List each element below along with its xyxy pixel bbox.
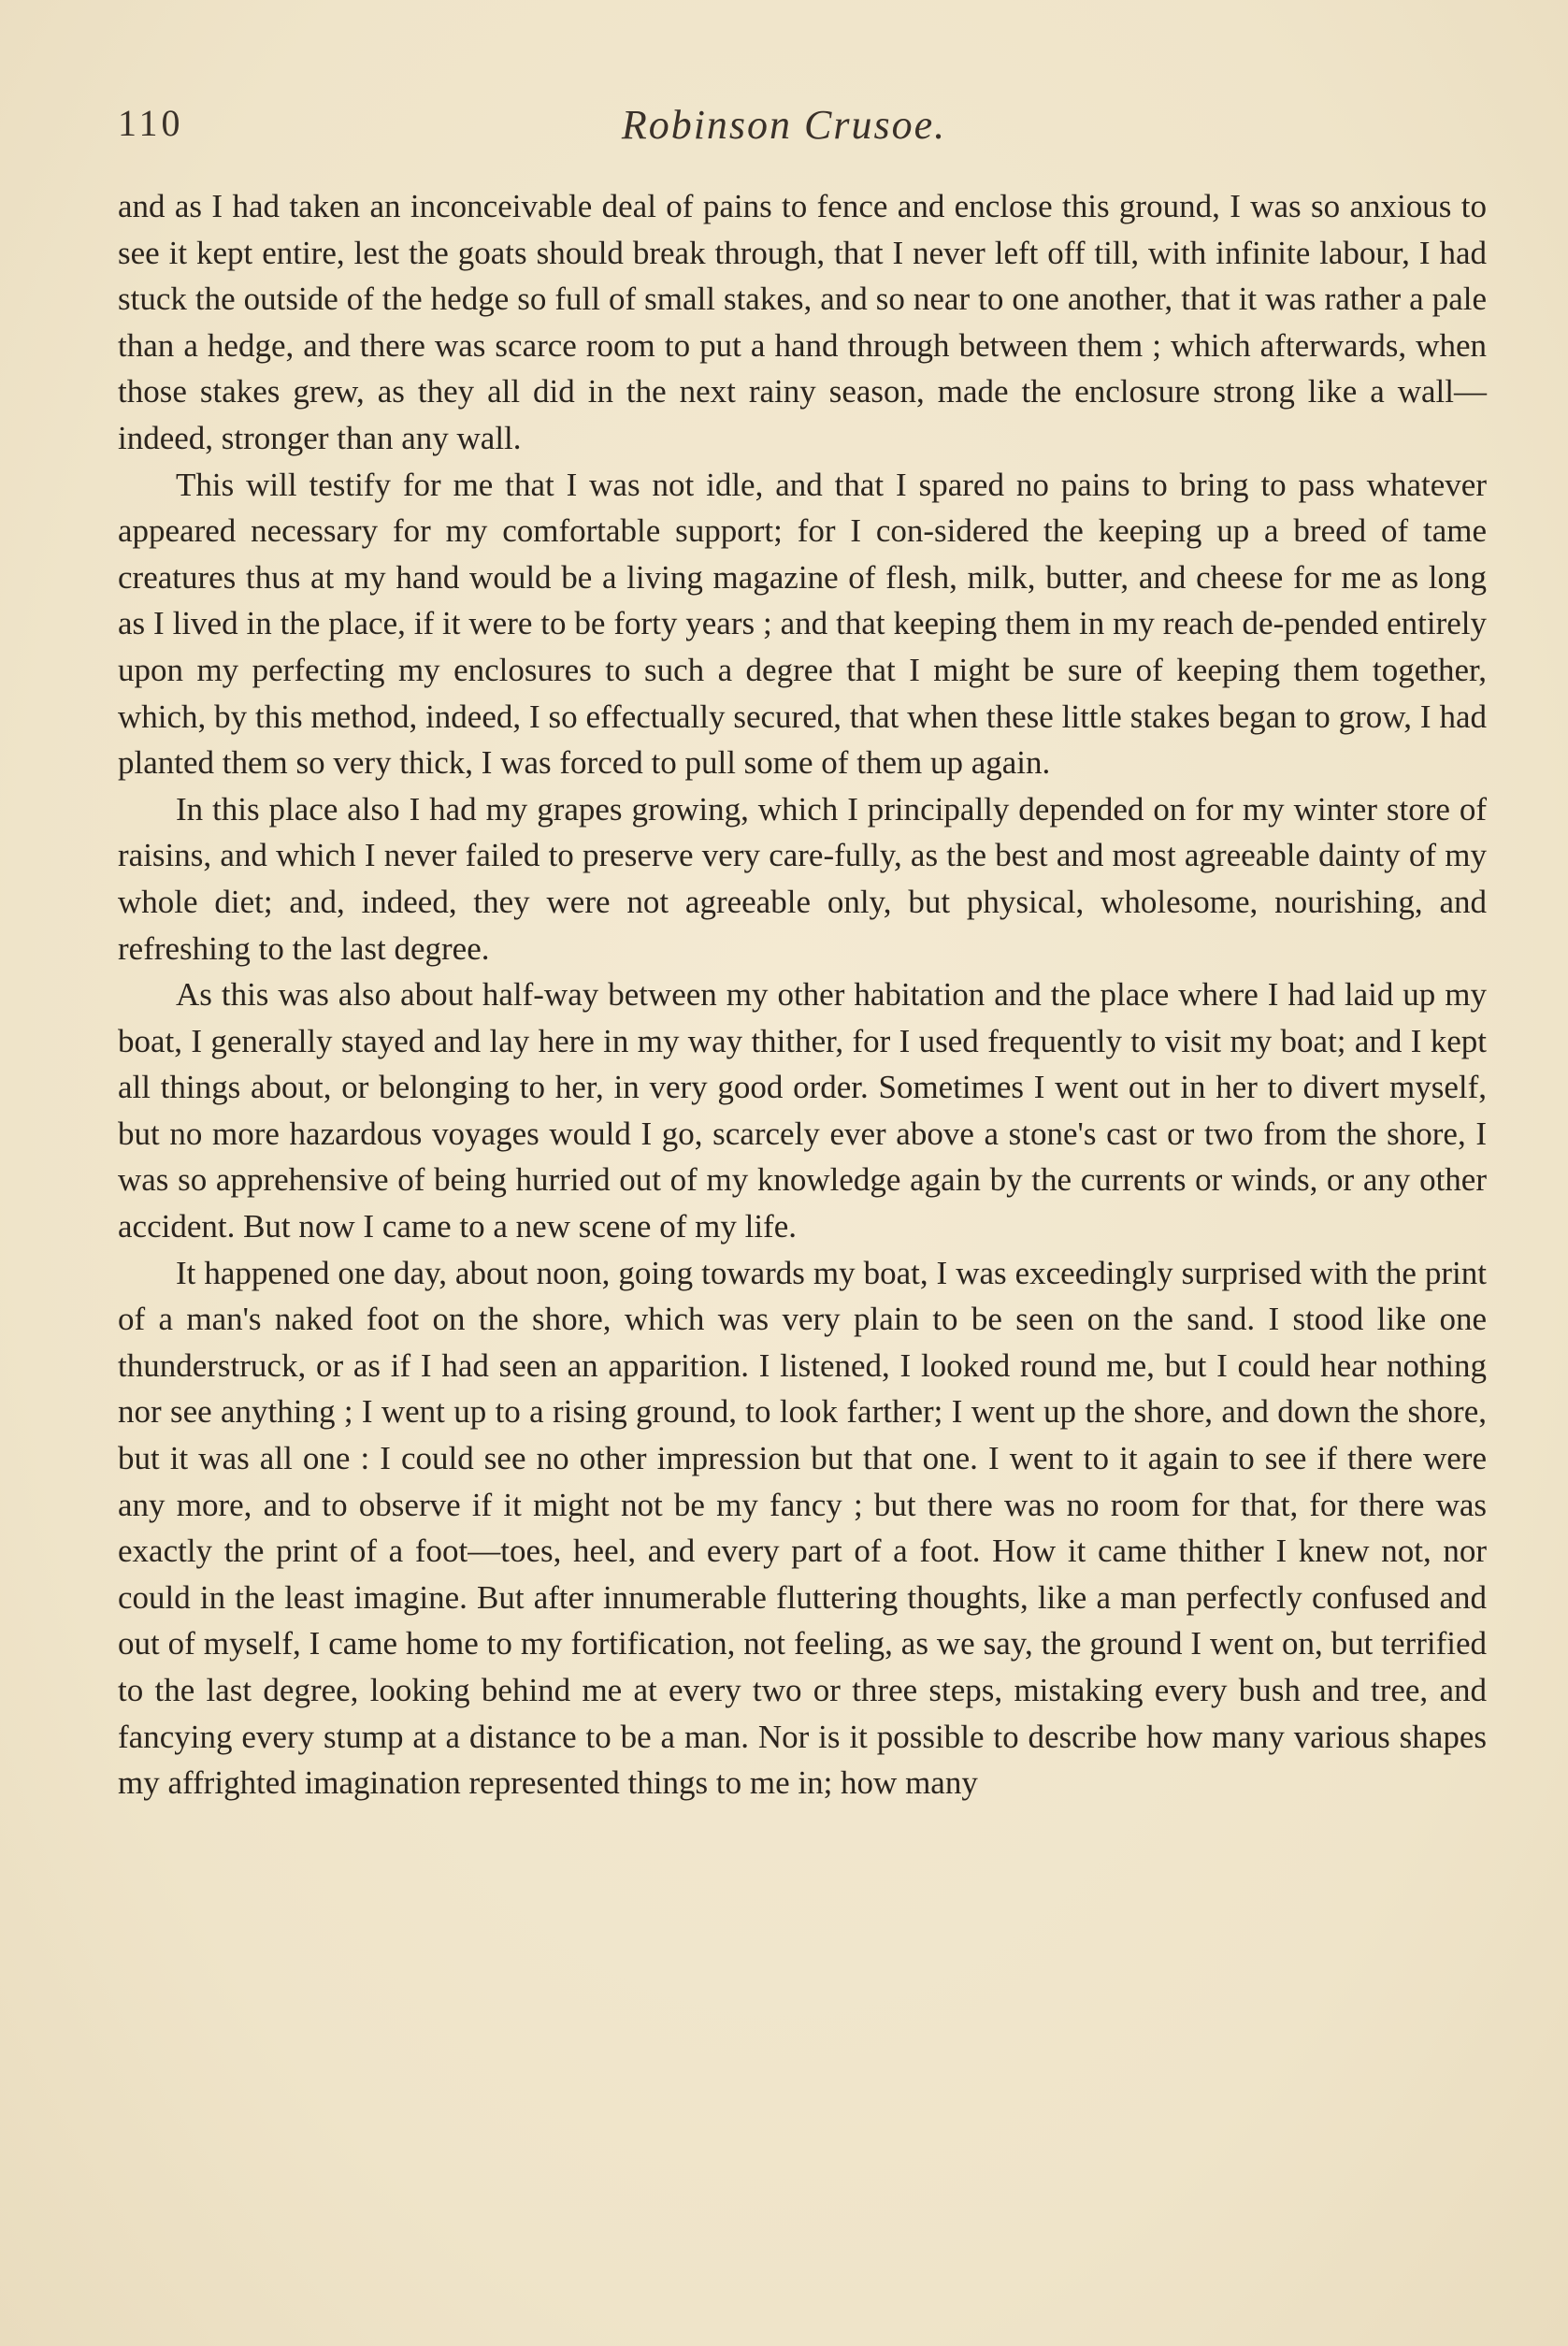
body-text — [118, 183, 1487, 1806]
page-header — [118, 101, 1450, 157]
running-title: Robinson Crusoe. — [621, 102, 947, 148]
paragraph: This will testify for me that I was not idle, and that I spared no pains to bring to pass whatever appeared necessary for my comfortable support; for I con-sidered the keeping up a breed of tame creatures thus at my hand would be a living magazine of flesh, milk, butter, and cheese for me as long as I lived in the place, if it were to be forty years ; and that keeping them in my reach de-pended entirely upon my perfecting my enclosures to such a degree that I might be sure of keeping them together, which, by this method, indeed, I so effectually secured, that when these little stakes began to grow, I had planted them so very thick, I was forced to pull some of them up again. — [118, 466, 1487, 782]
paragraph-continued: and as I had taken an inconceivable deal of pains to fence and enclose this ground, I was so anxious to see it kept entire, lest the goats should break through, that I never left off till, with infinite labour, I had stuck the outside of the hedge so full of small stakes, and so near to one another, that it was rather a pale than a hedge, and there was scarce room to put a hand through between them ; which afterwards, when those stakes grew, as they all did in the next rainy season, made the enclosure strong like a wall—indeed, stronger than any wall. — [118, 188, 1487, 456]
paragraph: In this place also I had my grapes growing, which I principally depended on for my winter store of raisins, and which I never failed to preserve very care-fully, as the best and most agreeable dainty of my whole diet; and, indeed, they were not agreeable only, but physical, wholesome, nourishing, and refreshing to the last degree. — [118, 790, 1487, 967]
paragraph: It happened one day, about noon, going towards my boat, I was exceedingly surprised with the print of a man's naked foot on the shore, which was very plain to be seen on the sand. I stood like one thunderstruck, or as if I had seen an apparition. I listened, I looked round me, but I could hear nothing nor see anything ; I went up to a rising ground, to look farther; I went up the shore, and down the shore, but it was all one : I could see no other impression but that one. I went to it again to see if there were any more, and to observe if it might not be my fancy ; but there was no room for that, for there was exactly the print of a foot—toes, heel, and every part of a foot. How it came thither I knew not, nor could in the least imagine. But after innumerable fluttering thoughts, like a man perfectly confused and out of myself, I came home to my fortification, not feeling, as we say, the ground I went on, but terrified to the last degree, looking behind me at every two or three steps, mistaking every bush and tree, and fancying every stump at a distance to be a man. Nor is it possible to describe how many various shapes my affrighted imagination represented things to me in; how many — [118, 1254, 1487, 1802]
page-number: 110 — [118, 102, 184, 144]
paragraph: As this was also about half-way between my other habitation and the place where I had laid up my boat, I generally stayed and lay here in my way thither, for I used frequently to visit my boat; and I kept all things about, or belonging to her, in very good order. Sometimes I went out in her to divert myself, but no more hazardous voyages would I go, scarcely ever above a stone's cast or two from the shore, I was so apprehensive of being hurried out of my knowledge again by the currents or winds, or any other accident. But now I came to a new scene of my life. — [118, 976, 1487, 1245]
